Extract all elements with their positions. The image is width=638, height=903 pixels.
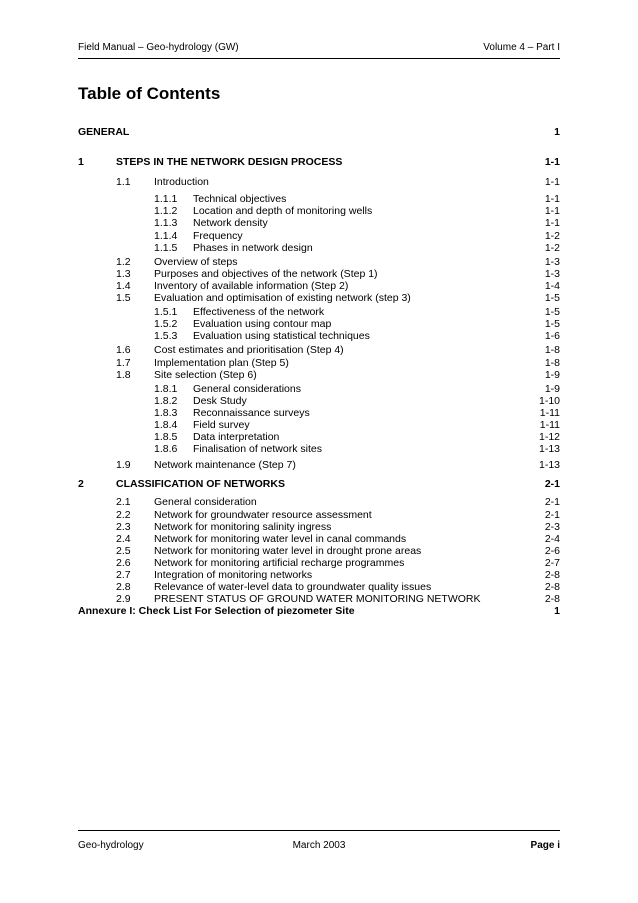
toc-entry-title: Finalisation of network sites (193, 443, 322, 456)
toc-entry-number: 2.1 (116, 496, 131, 509)
toc-entry-title: PRESENT STATUS OF GROUND WATER MONITORING NETWORK (154, 593, 481, 606)
toc-entry-page: 1-9 (544, 382, 560, 395)
toc-entry-title: Relevance of water-level data to groundwater quality issues (154, 581, 432, 594)
toc-entry-page: 1-8 (544, 356, 560, 369)
toc-entry-page: 2-8 (544, 581, 560, 594)
toc-entry-title: Location and depth of monitoring wells (193, 205, 373, 218)
toc-entry[interactable] (78, 383, 560, 395)
toc-entry-title: Effectiveness of the network (193, 306, 325, 319)
toc-entry-page: 2-7 (544, 556, 560, 569)
toc-entry-title: Network for monitoring water level in canal commands (154, 532, 407, 545)
toc-entry-page: 1-3 (544, 267, 560, 280)
toc-entry[interactable] (78, 318, 560, 330)
toc-entry-number: 1.2 (116, 255, 131, 268)
toc-entry-title: Evaluation and optimisation of existing network (step 3) (154, 292, 411, 305)
toc-entry-title: Technical objectives (193, 193, 287, 206)
toc-entry-page: 1 (554, 605, 560, 618)
toc-entry-number: 1.5.2 (154, 318, 178, 331)
toc-entry[interactable] (78, 280, 560, 292)
toc-entry-number: 2.7 (116, 569, 131, 581)
page-footer (78, 830, 560, 851)
toc-entry[interactable] (78, 205, 560, 217)
toc-entry-page: 1-6 (544, 330, 560, 343)
toc-entry-title: Evaluation using contour map (193, 318, 332, 331)
toc-entry-title: Network for groundwater resource assessment (154, 508, 372, 521)
toc-entry[interactable] (78, 419, 560, 431)
toc-entry-number: 1.8 (116, 368, 131, 381)
toc-entry-page: 1-11 (539, 406, 560, 419)
toc-entry-number: 2.2 (116, 508, 131, 521)
toc-entry-title: Network maintenance (Step 7) (154, 459, 296, 472)
toc-entry[interactable] (78, 478, 560, 490)
toc-entry-title: Reconnaissance surveys (193, 406, 310, 419)
toc-entry-page: 2-1 (544, 478, 560, 491)
toc-entry-number: 2 (78, 478, 84, 491)
toc-entry-page: 1 (554, 126, 560, 138)
header-manual-title: Field Manual – Geo-hydrology (GW) (78, 42, 239, 53)
toc-entry-page: 1-1 (544, 217, 560, 230)
toc-entry-page: 2-8 (544, 593, 560, 606)
toc-entry[interactable] (78, 395, 560, 407)
toc-entry-number: 1.5.1 (154, 306, 178, 319)
toc-entry[interactable] (78, 193, 560, 205)
toc-entry-page: 1-3 (544, 255, 560, 268)
toc-entry[interactable] (78, 407, 560, 419)
toc-entry[interactable] (78, 496, 560, 508)
toc-entry-title: Network density (193, 217, 268, 230)
toc-entry-page: 2-8 (544, 569, 560, 581)
toc-entry-page: 1-4 (544, 279, 560, 292)
toc-entry-number: 2.9 (116, 593, 131, 606)
toc-entry-number: 1.1.2 (154, 205, 178, 218)
toc-entry-page: 1-12 (538, 431, 560, 444)
toc-entry[interactable] (78, 581, 560, 593)
toc-entry[interactable] (78, 306, 560, 318)
toc-entry-page: 1-1 (544, 205, 560, 218)
toc-entry-title: CLASSIFICATION OF NETWORKS (116, 478, 285, 491)
toc-entry[interactable] (78, 533, 560, 545)
toc-entry-page: 1-1 (544, 156, 560, 169)
toc-entry-page: 1-5 (544, 318, 560, 331)
toc-entry-number: 2.4 (116, 532, 131, 545)
toc-entry-page: 2-1 (544, 508, 560, 521)
toc-entry[interactable] (78, 431, 560, 443)
toc-entry-title: Desk Study (193, 394, 247, 407)
toc-entry-number: 1.8.4 (154, 418, 178, 431)
toc-entry-title: General consideration (154, 496, 257, 509)
toc-entry[interactable] (78, 593, 560, 605)
toc-entry-page: 1-5 (544, 292, 560, 305)
toc-entry[interactable] (78, 557, 560, 569)
toc-entry-title: Field survey (193, 418, 250, 431)
toc-entry-number: 1.1.1 (154, 193, 178, 206)
toc-entry-title: Inventory of available information (Step 2) (154, 279, 349, 292)
toc-entry[interactable] (78, 605, 560, 617)
toc-entry-title: Data interpretation (193, 431, 280, 444)
toc-entry-number: 1.9 (116, 459, 131, 472)
toc-entry[interactable] (78, 126, 560, 138)
toc-entry-page: 1-5 (544, 306, 560, 319)
toc-entry-title: Network for monitoring artificial recharge programmes (154, 556, 405, 569)
toc-entry[interactable] (78, 521, 560, 533)
toc-entry-page: 1-2 (544, 241, 560, 254)
toc-entry[interactable] (78, 443, 560, 455)
toc-entry-page: 1-10 (538, 394, 560, 407)
toc-entry-page: 1-13 (538, 459, 560, 472)
toc-entry-title: Integration of monitoring networks (154, 569, 313, 581)
toc-entry-title: Frequency (193, 229, 243, 242)
toc-entry-number: 1.3 (116, 267, 131, 280)
toc-entry[interactable] (78, 459, 560, 471)
toc-entry-number: 2.6 (116, 556, 131, 569)
toc-entry-title: General considerations (193, 382, 301, 395)
toc-entry[interactable] (78, 230, 560, 242)
toc-entry-number: 1.1.3 (154, 217, 178, 230)
toc-entry-number: 1.1.4 (154, 229, 178, 242)
toc-entry[interactable] (78, 569, 560, 581)
toc-entry[interactable] (78, 369, 560, 381)
toc-entry-number: 1.5 (116, 292, 131, 305)
toc-entry-page: 1-13 (538, 443, 560, 456)
toc-entry-number: 2.8 (116, 581, 131, 594)
toc-entry-number: 1.8.2 (154, 394, 178, 407)
toc-entry-title: Phases in network design (193, 241, 313, 254)
page-title: Table of Contents (78, 84, 221, 103)
toc-entry-page: 2-3 (544, 520, 560, 533)
toc-entry-number: 1.8.1 (154, 382, 178, 395)
toc-entry-title: Evaluation using statistical techniques (193, 330, 370, 343)
toc-entry-title: Purposes and objectives of the network (Step 1) (154, 267, 378, 280)
toc-entry-page: 2-6 (544, 544, 560, 557)
toc-entry-title: STEPS IN THE NETWORK DESIGN PROCESS (116, 156, 343, 169)
toc-entry[interactable] (78, 242, 560, 254)
toc-entry[interactable] (78, 268, 560, 280)
toc-entry-title: Network for monitoring salinity ingress (154, 520, 332, 533)
toc-entry-number: 1.8.5 (154, 431, 178, 444)
toc-entry-title: Cost estimates and prioritisation (Step 4) (154, 344, 344, 357)
table-of-contents (78, 126, 560, 617)
toc-entry-number: 1.5.3 (154, 330, 178, 343)
header-volume: Volume 4 – Part I (483, 42, 560, 53)
toc-entry-number: 1.6 (116, 344, 131, 357)
toc-entry-number: 1.7 (116, 356, 131, 369)
toc-entry-title: GENERAL (78, 126, 130, 138)
toc-entry-page: 1-1 (544, 193, 560, 206)
toc-entry-page: 1-1 (544, 176, 560, 189)
toc-entry-title: Introduction (154, 176, 209, 189)
toc-entry-page: 2-4 (544, 532, 560, 545)
toc-entry[interactable] (78, 344, 560, 356)
toc-entry-number: 2.5 (116, 544, 131, 557)
page-header (78, 40, 560, 59)
toc-entry-title: Implementation plan (Step 5) (154, 356, 289, 369)
toc-entry-number: 1.8.6 (154, 443, 178, 456)
toc-entry-number: 1 (78, 156, 84, 169)
toc-entry[interactable] (78, 156, 560, 168)
toc-entry[interactable] (78, 545, 560, 557)
toc-entry[interactable] (78, 509, 560, 521)
toc-entry-number: 1.1 (116, 176, 131, 189)
toc-entry-page: 1-9 (544, 368, 560, 381)
toc-entry[interactable] (78, 176, 560, 188)
toc-entry-page: 1-2 (544, 229, 560, 242)
toc-entry-number: 2.3 (116, 520, 131, 533)
toc-entry-page: 1-11 (539, 418, 560, 431)
toc-entry-title: Network for monitoring water level in drought prone areas (154, 544, 422, 557)
toc-entry-number: 1.1.5 (154, 241, 178, 254)
toc-entry[interactable] (78, 357, 560, 369)
footer-page-number: Page i (530, 840, 560, 851)
toc-entry[interactable] (78, 330, 560, 342)
toc-entry-title: Overview of steps (154, 255, 238, 268)
toc-entry[interactable] (78, 256, 560, 268)
toc-entry-number: 1.8.3 (154, 406, 178, 419)
toc-entry[interactable] (78, 292, 560, 304)
toc-entry[interactable] (78, 217, 560, 229)
footer-subject: Geo-hydrology (78, 840, 144, 851)
toc-entry-page: 1-8 (544, 344, 560, 357)
footer-date: March 2003 (292, 840, 346, 851)
toc-entry-page: 2-1 (544, 496, 560, 509)
toc-entry-title: Annexure I: Check List For Selection of piezometer Site (78, 605, 355, 618)
toc-entry-title: Site selection (Step 6) (154, 368, 257, 381)
toc-entry-number: 1.4 (116, 279, 131, 292)
